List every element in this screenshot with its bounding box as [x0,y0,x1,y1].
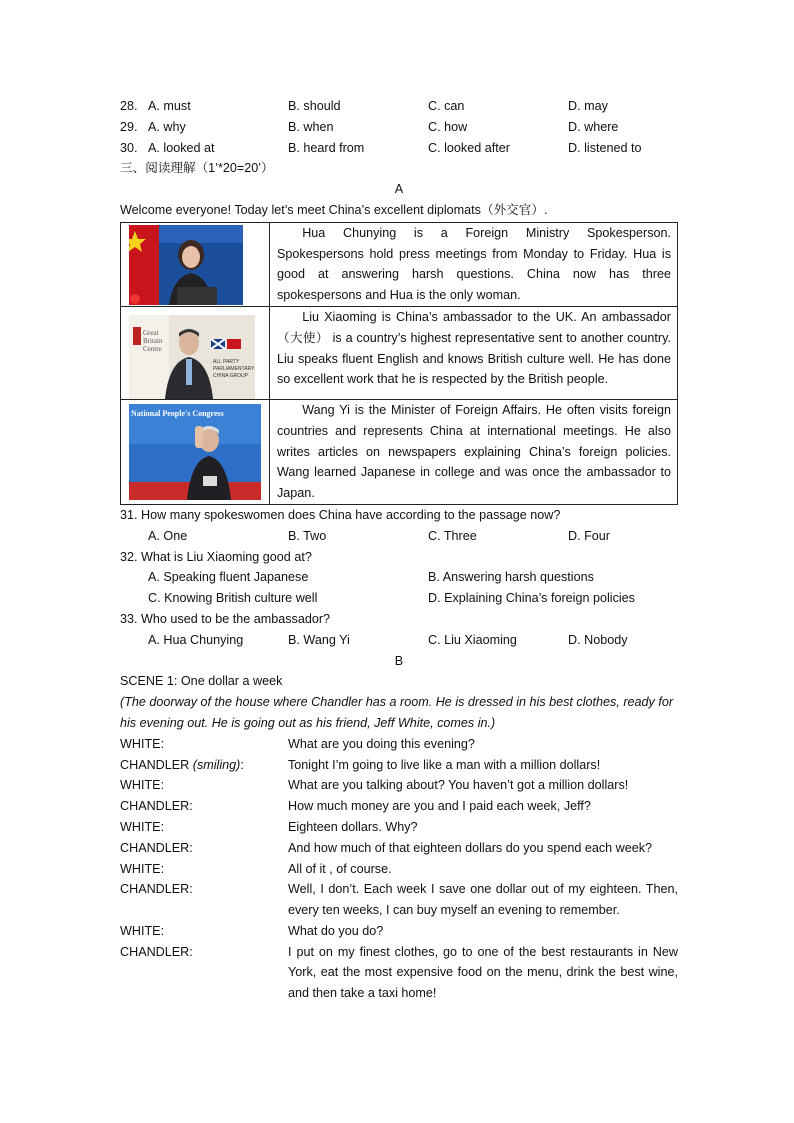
sign-text: CHINA GROUP [213,372,249,379]
option-b: B. should [288,99,341,113]
scene-title: SCENE 1: One dollar a week [120,674,283,689]
option-c: C. looked after [428,140,510,155]
diplomats-table [120,222,678,505]
question-30 [120,138,678,159]
option-b: B. Answering harsh questions [428,570,594,585]
dialogue-text: Tonight I’m going to live like a man with a million dollars! [288,757,601,772]
option-d: D. where [568,119,619,134]
option-b: B. Two [288,528,327,543]
speaker: WHITE: [120,819,165,834]
question-29 [120,117,678,138]
photo-cell [121,222,270,306]
speaker: CHANDLER: [120,882,193,897]
dialogue-line [120,734,678,755]
option-c: C. how [428,119,468,134]
speaker: WHITE: [120,861,165,876]
dialogue-line [120,775,678,796]
liu-xiaoming-photo [129,315,255,399]
sign-text: Great [143,328,159,337]
wang-yi-photo [129,404,261,500]
option-d: D. may [568,99,608,113]
dialogue-text: Well, I don’t. Each week I save one dollar out of my eighteen. Then, every ten weeks, I can buy myself an evening to remember. [288,882,678,918]
option-d: D. Four [568,528,610,543]
dialogue-line [120,942,678,1004]
diplomat-description: Liu Xiaoming is China’s ambassador to the UK. An ambassador（大使） is a country’s highest representative sent to another country. Liu speaks fluent English and knows British culture well. He has done so excellent work that he is respected by the British people. [277,309,671,387]
option-b: B. heard from [288,140,365,155]
photo-cell [121,399,270,504]
dialogue-line [120,879,678,921]
dialogue-text: I put on my finest clothes, go to one of the best restaurants in New York, eat the most expensive food on the menu, drink the best wine, and then take a taxi home! [288,944,678,1001]
sign-text: PARLIAMENTARY [213,365,255,372]
dialogue-text: Eighteen dollars. Why? [288,819,418,834]
dialogue-line [120,755,678,776]
dialogue-text: What do you do? [288,923,384,938]
diplomat-description: Hua Chunying is a Foreign Ministry Spokesperson. Spokespersons hold press meetings from Monday to Friday. Hua is good at answering harsh questions. China now has three spokespersons and Hua is the only woman. [277,225,671,303]
dialogue-line [120,838,678,859]
sign-text: Centre [143,344,162,353]
table-row [121,306,678,399]
speaker [120,755,244,776]
question-32-options-ab [120,567,678,588]
option-c: C. Knowing British culture well [148,591,318,606]
option-d: D. listened to [568,140,642,155]
dialogue-line [120,859,678,880]
option-c: C. Three [428,528,477,543]
question-32: 32. What is Liu Xiaoming good at? [120,549,312,564]
dialogue-text: And how much of that eighteen dollars do you spend each week? [288,840,653,855]
sign-text: Britain [143,336,163,345]
speaker: CHANDLER: [120,944,193,959]
table-row [121,222,678,306]
stage-direction: (The doorway of the house where Chandler has a room. He is dressed in his best clothes, ready for his evening out. He is going out as his friend, Jeff White, comes in.) [120,695,674,730]
speaker: WHITE: [120,923,165,938]
option-b: B. when [288,119,334,134]
dialogue-text: All of it , of course. [288,861,392,876]
option-d: D. Explaining China’s foreign policies [428,591,635,606]
text-cell [270,222,678,306]
option-a: A. why [148,119,186,134]
question-33: 33. Who used to be the ambassador? [120,611,331,626]
question-33-options [120,630,678,651]
speaker-colon: : [240,757,244,772]
option-c: C. Liu Xiaoming [428,632,517,647]
speaker-name: CHANDLER [120,757,190,772]
option-a: A. looked at [148,140,215,155]
speaker-aside: (smiling) [192,757,241,772]
speaker: CHANDLER: [120,840,193,855]
hua-chunying-photo [129,225,243,305]
passage-a-intro: Welcome everyone! Today let’s meet China’s excellent diplomats（外交官）. [120,202,548,217]
text-cell [270,399,678,504]
speaker: CHANDLER: [120,799,193,814]
exam-page [120,96,678,1004]
diplomat-description: Wang Yi is the Minister of Foreign Affairs. He often visits foreign countries and represents China at international meetings. He also writes articles on newspapers explaining China’s foreign policies. Wang learned Japanese in college and was once the ambassador to Japan. [277,402,671,501]
dialogue-text: What are you doing this evening? [288,736,475,751]
question-number: 29. [120,119,138,134]
dialogue-line [120,921,678,942]
speaker: WHITE: [120,736,165,751]
sign-text: ALL PARTY [213,358,240,365]
option-d: D. Nobody [568,632,628,647]
question-number: 28. [120,99,138,113]
passage-a-label: A [394,182,404,197]
question-31-options [120,526,678,547]
question-28 [120,96,678,117]
banner-text: National People's Congress [131,408,224,418]
question-32-options-cd [120,588,678,609]
photo-cell [121,306,270,399]
dialogue-text: How much money are you and I paid each week, Jeff? [288,799,591,814]
question-number: 30. [120,140,138,155]
question-31: 31. How many spokeswomen does China have according to the passage now? [120,507,561,522]
dialogue-line [120,796,678,817]
table-row [121,399,678,504]
option-b: B. Wang Yi [288,632,350,647]
section-heading: 三、阅读理解（1’*20=20’） [120,161,274,176]
dialogue-text: What are you talking about? You haven’t got a million dollars! [288,778,629,793]
option-a: A. Speaking fluent Japanese [148,570,309,585]
passage-b-label: B [394,653,404,668]
option-a: A. Hua Chunying [148,632,244,647]
speaker: WHITE: [120,778,165,793]
option-a: A. must [148,99,191,113]
option-a: A. One [148,528,188,543]
text-cell [270,306,678,399]
option-c: C. can [428,99,465,113]
dialogue-line [120,817,678,838]
